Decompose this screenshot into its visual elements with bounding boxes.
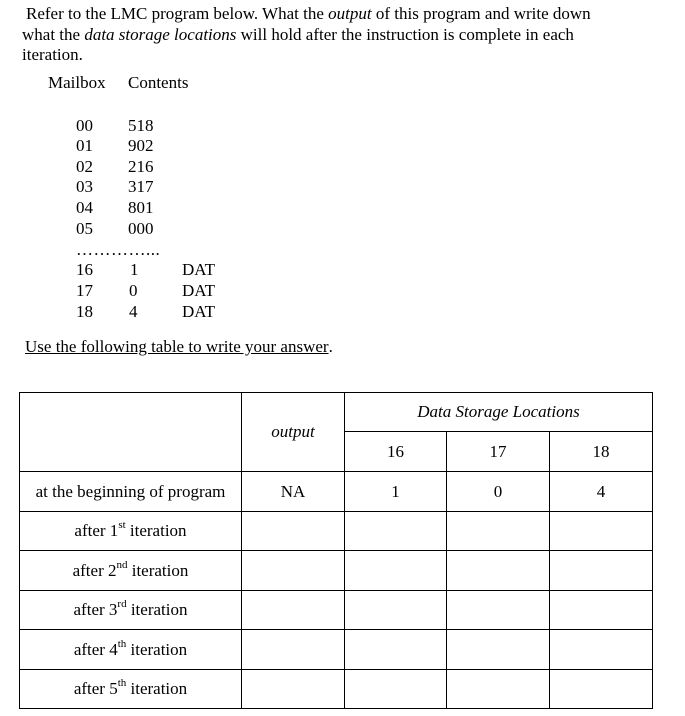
question-output-term: output — [328, 4, 372, 23]
mailbox-contents: 0 — [129, 281, 138, 300]
row-label-suffix: iteration — [126, 600, 188, 619]
location-18-cell[interactable] — [550, 512, 653, 551]
mailbox-number: 00 — [76, 116, 93, 135]
table-row — [20, 630, 653, 670]
mailbox-header: Mailbox — [48, 73, 106, 92]
output-cell[interactable] — [242, 551, 345, 591]
mailbox-contents: 000 — [128, 219, 154, 238]
mailbox-contents: 317 — [128, 177, 154, 196]
mailbox-number: 05 — [76, 219, 93, 238]
row-label-header — [20, 393, 242, 472]
mailbox-number: 16 — [76, 260, 93, 279]
mailbox-number: 03 — [76, 177, 93, 196]
location-16-header: 16 — [345, 432, 447, 472]
mailbox-opcode: DAT — [182, 281, 216, 300]
location-17-cell[interactable] — [447, 591, 550, 630]
mailbox-contents: 902 — [128, 136, 154, 155]
location-18-cell[interactable] — [550, 630, 653, 670]
mailbox-number: 18 — [76, 302, 93, 321]
instruction-period: . — [328, 337, 333, 356]
table-row — [20, 551, 653, 591]
location-16-cell[interactable] — [345, 630, 447, 670]
location-16-cell[interactable] — [345, 591, 447, 630]
location-18-header: 18 — [550, 432, 653, 472]
output-header: output — [242, 393, 345, 472]
row-label-ordinal: nd — [116, 558, 128, 571]
mailbox-number: 04 — [76, 198, 93, 217]
location-17-header: 17 — [447, 432, 550, 472]
table-header-row — [20, 393, 653, 432]
location-18-cell[interactable] — [550, 551, 653, 591]
table-row — [20, 472, 653, 512]
location-16-cell[interactable] — [345, 670, 447, 709]
row-label-ordinal: rd — [117, 598, 127, 610]
row-label-text: after 5 — [73, 679, 118, 698]
row-label — [20, 591, 242, 630]
output-cell[interactable] — [242, 591, 345, 630]
contents-header: Contents — [128, 73, 189, 92]
location-17-cell[interactable] — [447, 670, 550, 709]
location-18-cell[interactable]: 4 — [550, 472, 653, 512]
question-line2-b: will hold after the instruction is complete in each — [236, 24, 574, 44]
mailbox-contents: 216 — [128, 157, 154, 176]
location-16-cell[interactable] — [345, 551, 447, 591]
row-label-text: after 4 — [73, 639, 118, 659]
ellipsis-separator: …………... — [76, 240, 161, 259]
mailbox-number: 17 — [76, 281, 93, 300]
location-17-cell[interactable]: 0 — [447, 472, 550, 512]
location-17-cell[interactable] — [447, 551, 550, 591]
table-row — [20, 591, 653, 630]
row-label — [20, 472, 242, 512]
dsl-header: Data Storage Locations — [345, 393, 653, 432]
mailbox-opcode: DAT — [182, 302, 216, 321]
row-label-text: at the beginning of program — [35, 481, 226, 501]
row-label-suffix: iteration — [126, 679, 188, 698]
mailbox-contents: 4 — [129, 302, 138, 321]
row-label — [20, 512, 242, 551]
location-17-cell[interactable] — [447, 630, 550, 670]
row-label-ordinal: st — [118, 519, 126, 531]
question-line2-a: what the — [22, 24, 85, 44]
mailbox-opcode: DAT — [182, 260, 216, 279]
location-16-cell[interactable] — [345, 512, 447, 551]
row-label-suffix: iteration — [125, 521, 187, 540]
question-line3: iteration. — [22, 45, 83, 64]
row-label-text: after 1 — [74, 521, 119, 540]
question-dsl-term: data storage locations — [84, 24, 237, 44]
output-cell[interactable] — [242, 512, 345, 551]
table-row — [20, 512, 653, 551]
mailbox-contents: 1 — [130, 260, 139, 279]
row-label-ordinal: th — [117, 637, 127, 650]
row-label — [20, 551, 242, 591]
mailbox-contents: 518 — [128, 116, 154, 135]
row-label — [20, 630, 242, 670]
row-label-suffix: iteration — [127, 560, 189, 580]
location-18-cell[interactable] — [550, 670, 653, 709]
question-line1-b: of this program and write down — [371, 4, 591, 23]
mailbox-number: 02 — [76, 157, 93, 176]
row-label-suffix: iteration — [126, 639, 188, 659]
output-cell[interactable]: NA — [242, 472, 345, 512]
row-label-ordinal: th — [117, 677, 127, 689]
table-instruction — [25, 337, 333, 357]
question-text — [22, 4, 662, 66]
row-label — [20, 670, 242, 709]
location-17-cell[interactable] — [447, 512, 550, 551]
answer-table — [19, 392, 653, 709]
question-line1-a: Refer to the LMC program below. What the — [26, 4, 329, 23]
output-cell[interactable] — [242, 670, 345, 709]
row-label-text: after 3 — [73, 600, 118, 619]
output-cell[interactable] — [242, 630, 345, 670]
instruction-text: Use the following table to write your answer — [25, 337, 329, 356]
row-label-text: after 2 — [72, 560, 117, 580]
mailbox-contents: 801 — [128, 198, 154, 217]
location-16-cell[interactable]: 1 — [345, 472, 447, 512]
location-18-cell[interactable] — [550, 591, 653, 630]
mailbox-number: 01 — [76, 136, 93, 155]
table-row — [20, 670, 653, 709]
